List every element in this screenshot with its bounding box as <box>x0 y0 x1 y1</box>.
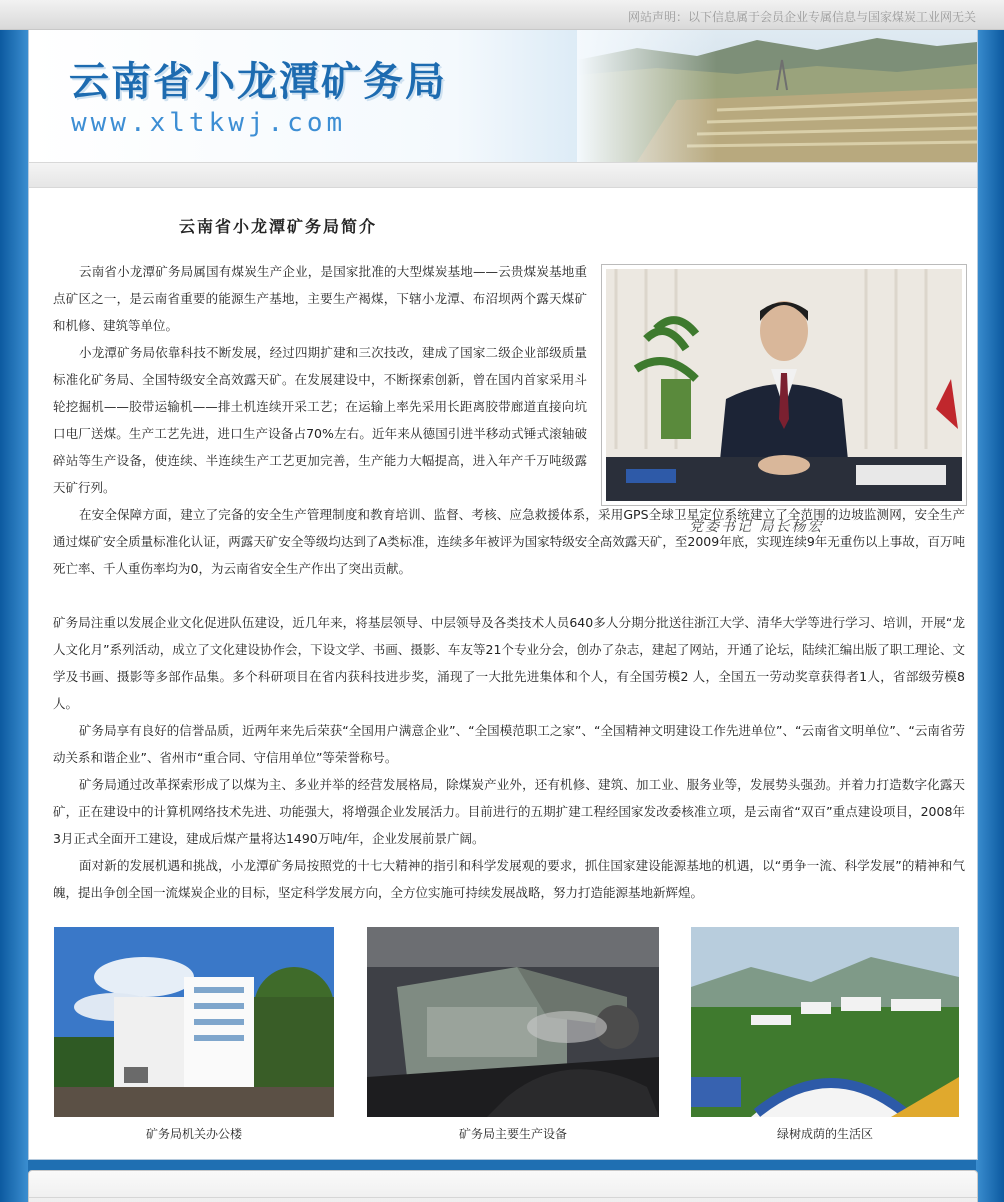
paragraph-6: 矿务局通过改革探索形成了以煤为主、多业并举的经营发展格局，除煤炭产业外，还有机修、建筑、加工业、服务业等，发展势头强劲。并着力打造数字化露天矿，正在建设中的计算机网络技术先进、功能强大，将增强企业发展活力。目前进行的五期扩建工程经国家发改委核准立项，是云南省“双百”重点建设项目，2008年3月正式全面开工建设，建成后煤产量将达1490万吨/年，企业发展前景广阔。 <box>53 777 965 846</box>
portrait-frame <box>601 264 967 506</box>
paragraph-5: 矿务局享有良好的信誉品质，近两年来先后荣获“全国用户满意企业”、“全国模范职工之家”、“全国精神文明建设工作先进单位”、“云南省文明单位”、“云南省劳动关系和谐企业”、省州市“重合同、守信用单位”等荣誉称号。 <box>53 723 965 765</box>
photo-caption-3: 绿树成荫的生活区 <box>776 1127 873 1141</box>
living-area-image <box>691 927 959 1117</box>
photo-living-area <box>691 927 959 1141</box>
right-side-border <box>976 30 1004 1202</box>
site-url[interactable]: www.xltkwj.com <box>71 108 347 138</box>
portrait-photo <box>606 269 962 501</box>
footer-panel <box>28 1170 978 1202</box>
photo-caption-1: 矿务局机关办公楼 <box>145 1127 242 1141</box>
footer-divider <box>29 1197 977 1198</box>
photo-gallery <box>29 927 977 1147</box>
equipment-image <box>367 927 659 1117</box>
paragraph-4: 矿务局注重以发展企业文化促进队伍建设，近几年来，将基层领导、中层领导及各类技术人员640多人分期分批送往浙江大学、清华大学等进行学习、培训，开展“龙人文化月”系列活动，成立了文化建设协作会，下设文学、书画、摄影、车友等21个专业分会，创办了杂志，建起了网站，开通了论坛，陆续汇编出版了职工理论、文学及书画、摄影等多部作品集。多个科研项目在省内获科技进步奖，涌现了一大批先进集体和个人，有全国劳模2 人，全国五一劳动奖章获得者1人，省部级劳模8人。 <box>53 615 965 711</box>
left-side-border <box>0 30 28 1202</box>
top-notice-bar <box>0 0 1004 30</box>
paragraph-7: 面对新的发展机遇和挑战，小龙潭矿务局按照党的十七大精神的指引和科学发展观的要求，抓住国家建设能源基地的机遇，以“勇争一流、科学发展”的精神和气魄，提出争创全国一流煤炭企业的目标，坚定科学发展方向，全方位实施可持续发展战略，努力打造能源基地新辉煌。 <box>53 858 965 900</box>
photo-equipment <box>367 927 659 1141</box>
nav-separator-bar <box>29 162 977 188</box>
office-building-image <box>54 927 334 1117</box>
paragraph-2: 小龙潭矿务局依靠科技不断发展，经过四期扩建和三次技改，建成了国家二级企业部级质量标准化矿务局、全国特级安全高效露天矿。在发展建设中，不断探索创新，曾在国内首家采用斗轮挖掘机——胶带运输机——排土机连续开采工艺；在运输上率先采用长距离胶带廊道直接向坑口电厂送煤。生产工艺先进，进口生产设备占70%左右。近年来从德国引进半移动式锤式滚轴破碎站等生产设备，使连续、半连续生产工艺更加完善，生产能力大幅提高，进入年产千万吨级露天矿行列。 <box>53 345 587 495</box>
photo-office-building <box>54 927 334 1141</box>
header-banner <box>29 30 977 162</box>
photo-caption-2: 矿务局主要生产设备 <box>458 1127 567 1141</box>
mine-landscape-image <box>577 30 977 162</box>
paragraph-1: 云南省小龙潭矿务局属国有煤炭生产企业，是国家批准的大型煤炭基地——云贵煤炭基地重点矿区之一，是云南省重要的能源生产基地，主要生产褐煤，下辖小龙潭、布沼坝两个露天煤矿和机修、建筑等单位。 <box>53 264 587 333</box>
article-title: 云南省小龙潭矿务局简介 <box>179 217 378 236</box>
site-title: 云南省小龙潭矿务局 <box>69 59 447 105</box>
site-notice: 网站声明：以下信息属于会员企业专属信息与国家煤炭工业网无关 <box>627 10 976 24</box>
main-panel <box>28 30 978 1160</box>
paragraph-3: 在安全保障方面，建立了完备的安全生产管理制度和教育培训、监督、考核、应急救援体系，采用GPS全球卫星定位系统建立了全范围的边坡监测网，安全生产通过煤矿安全质量标准化认证，两露天矿安全等级均达到了A类标准，连续多年被评为国家特级安全高效露天矿，至2009年底，实现连续9年无重伤以上事故，百万吨死亡率、千人重伤率均为0，为云南省安全生产作出了突出贡献。 <box>53 507 965 576</box>
portrait-caption: 党委书记 局长杨宏 <box>689 519 824 535</box>
